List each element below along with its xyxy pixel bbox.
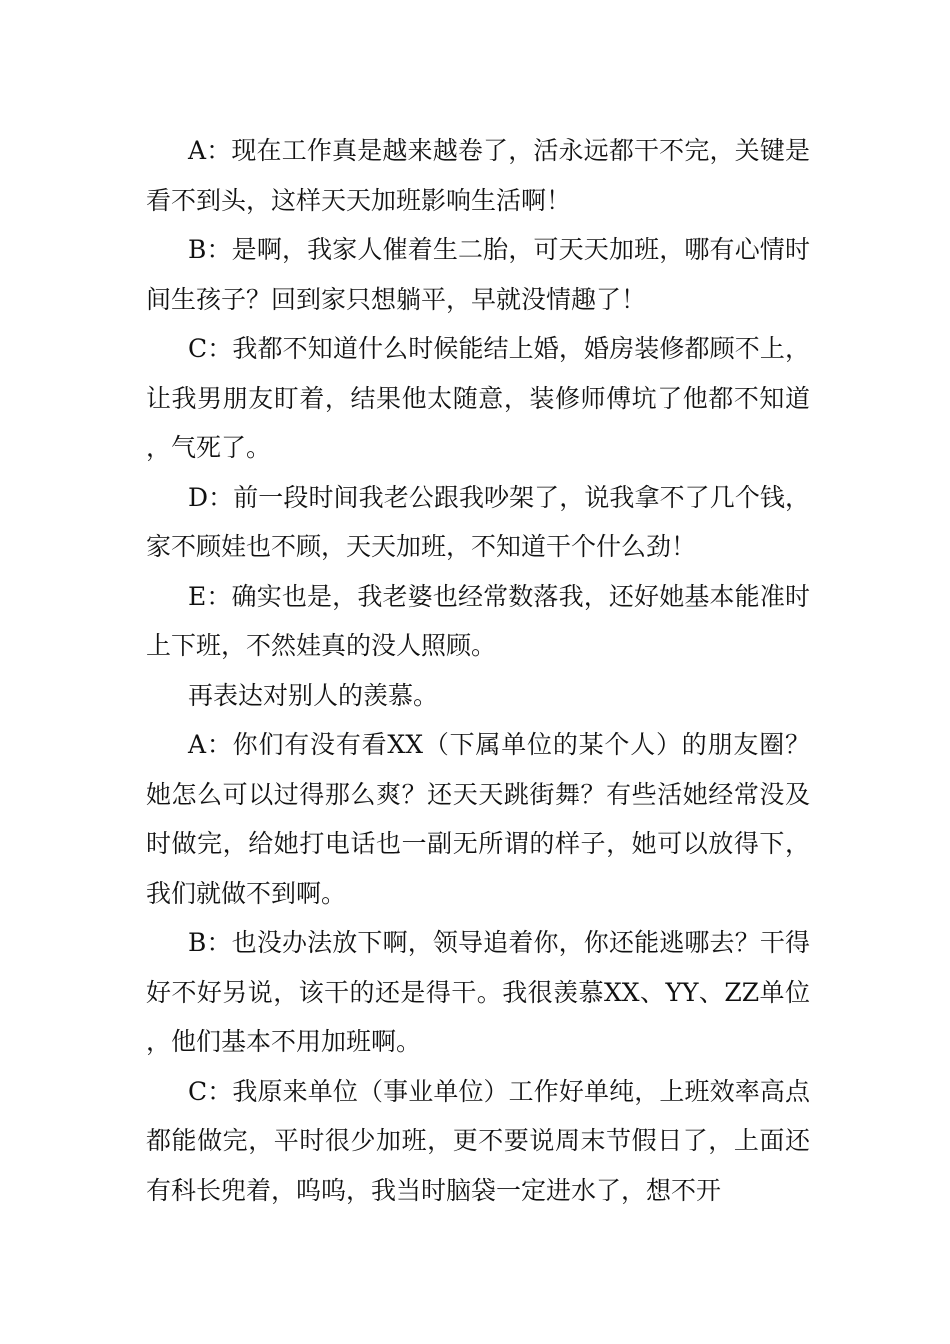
paragraph-transition: 再表达对别人的羡慕。 (188, 680, 439, 710)
paragraph-c-former-unit: C：我原来单位（事业单位）工作好单纯，上班效率高点都能做完，平时很少加班，更不要说周末节假日了，上面还有科长兜着，呜呜，我当时脑袋一定进水了，想不开 (146, 1076, 810, 1205)
paragraph-e-wife-complains: E：确实也是，我老婆也经常数落我，还好她基本能准时上下班，不然娃真的没人照顾。 (146, 581, 810, 660)
body-text (146, 126, 810, 1215)
paragraph-b-second-child: B：是啊，我家人催着生二胎，可天天加班，哪有心情时间生孩子？回到家只想躺平，早就没情趣了！ (146, 235, 810, 314)
paragraph-a-workload: A：现在工作真是越来越卷了，活永远都干不完，关键是看不到头，这样天天加班影响生活啊！ (146, 136, 810, 215)
paragraph-a-envy: A：你们有没有看XX（下属单位的某个人）的朋友圈？她怎么可以过得那么爽？还天天跳街舞？有些活她经常没及时做完，给她打电话也一副无所谓的样子，她可以放得下，我们就做不到啊。 (146, 730, 810, 908)
paragraph-c-marriage: C：我都不知道什么时候能结上婚，婚房装修都顾不上，让我男朋友盯着，结果他太随意，装修师傅坑了他都不知道，气死了。 (146, 334, 810, 462)
paragraph-b-envy: B：也没办法放下啊，领导追着你，你还能逃哪去？干得好不好另说，该干的还是得干。我很羡慕XX、YY、ZZ单位，他们基本不用加班啊。 (146, 928, 810, 1056)
paragraph-d-quarrel: D：前一段时间我老公跟我吵架了，说我拿不了几个钱，家不顾娃也不顾，天天加班，不知道干个什么劲！ (146, 482, 810, 561)
